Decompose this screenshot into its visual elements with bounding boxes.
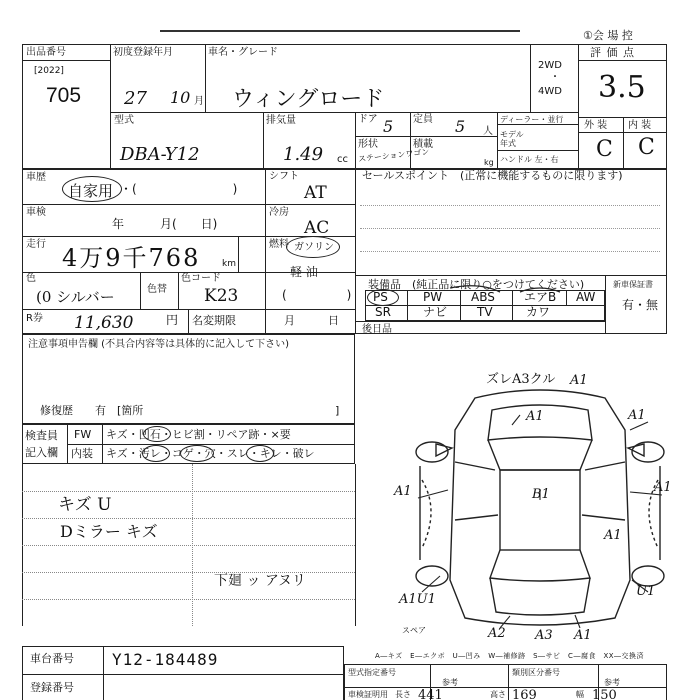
interior-grade-handwritten: C [638, 135, 655, 160]
shape-handwritten: ステーションワゴン [357, 147, 430, 164]
length-handwritten: 441 [418, 688, 443, 700]
sales-line [360, 205, 660, 206]
diagram-mark: A1 [654, 480, 672, 495]
ownership-label: 車歴 [26, 172, 46, 183]
height-label: 高さ [490, 690, 506, 699]
chassis-handwritten: Y12-184489 [112, 650, 219, 669]
sales-line [360, 251, 660, 252]
repair-label: 修復歴 有 [箇所 [40, 404, 144, 417]
divider [355, 275, 667, 276]
venue-mark: ①会 場 控 [583, 29, 633, 42]
fuel-gasoline-circle [286, 236, 340, 258]
ownership-handwritten: 自家用 [68, 182, 114, 200]
doors-handwritten: 5 [383, 117, 394, 136]
width-handwritten: 150 [592, 688, 617, 700]
warranty-label: 新車保証書 [613, 280, 653, 289]
doors-label: ドア [358, 114, 378, 125]
mileage-handwritten: 4万9千768 [62, 244, 201, 272]
recycle-handwritten: 11,630 [74, 313, 134, 333]
shift-handwritten: AT [304, 183, 327, 203]
divider [103, 646, 104, 700]
shaken-label: 車検 [26, 207, 46, 218]
divider [623, 117, 624, 169]
seats-label: 定員 [413, 114, 433, 125]
int-circle-3 [246, 445, 274, 462]
diagram-mark: A1 [628, 408, 646, 423]
fuel-diesel: 軽 油 [290, 265, 318, 279]
repair-close: ] [335, 404, 340, 417]
reg-month-handwritten: 10 [170, 88, 191, 107]
diagram-mark: A1 [526, 409, 544, 424]
year-code: [2022] [34, 66, 64, 76]
equip-airbag: エアB [524, 290, 557, 304]
divider [22, 204, 355, 205]
drive-dot: ・ [550, 72, 560, 83]
interior-items-label: 内装 [71, 447, 93, 460]
int-circle-2 [180, 445, 214, 462]
model-year-label: モデル 年式 [500, 130, 524, 148]
drive-2wd: 2WD [538, 60, 562, 71]
divider [238, 236, 239, 272]
car-diagram [400, 370, 690, 645]
divider [578, 60, 667, 61]
inspector-note-2: Dミラー キズ [60, 522, 158, 541]
ref-1: 参考 [442, 678, 458, 687]
diagram-mark: A3 [535, 628, 553, 643]
divider [355, 136, 497, 137]
seats-handwritten: 5 [455, 117, 466, 136]
fuel-gasoline: ガソリン [294, 242, 334, 253]
equip-ps: PS [373, 290, 388, 304]
first-reg-label: 初度登録年月 [113, 47, 173, 58]
fw-label: FW [74, 428, 92, 441]
divider [110, 44, 111, 169]
divider [344, 687, 667, 688]
seats-unit: 人 [483, 126, 493, 137]
km-unit: km [222, 259, 236, 269]
sales-point-label: セールスポイント (正常に機能するものに限ります) [362, 169, 623, 182]
recycle-unit: 円 [166, 313, 179, 327]
equip-aw: AW [576, 290, 596, 304]
divider [355, 321, 605, 322]
interior-label: 内 装 [628, 120, 652, 131]
divider [605, 275, 606, 334]
later-items-label: 後日品 [362, 324, 392, 335]
divider [140, 272, 141, 309]
name-change-label: 名変期限 [192, 314, 236, 327]
grade-label: 評 価 点 [590, 46, 635, 59]
equip-pw: PW [423, 290, 443, 304]
equip-ps-circle [367, 289, 399, 306]
ac-handwritten: AC [304, 218, 330, 238]
ref-2: 参考 [604, 678, 620, 687]
class-no-label: 類別区分番号 [512, 668, 560, 677]
inspector-label-2: 記入欄 [25, 446, 58, 459]
color-code-label: 色コード [181, 273, 221, 284]
note-line [22, 545, 355, 546]
capacity-label: 積載 [413, 139, 433, 150]
diagram-mark: A2 [488, 626, 506, 641]
equip-tv: TV [477, 305, 493, 319]
shape-label: 形状 [358, 139, 378, 150]
divider [497, 112, 498, 169]
ownership-form: ・( ) [120, 182, 238, 196]
fuel-label: 燃料 [269, 239, 289, 250]
int-circle-1 [142, 445, 170, 462]
mileage-label: 走行 [26, 239, 46, 250]
exterior-label: 外 装 [584, 120, 608, 131]
cc-unit: cc [337, 154, 348, 165]
inspector-label-1: 検査員 [25, 429, 58, 442]
recycle-label: R券 [26, 313, 43, 324]
divider [508, 664, 509, 700]
name-change-form: 月 日 [284, 314, 339, 327]
type-label: 型式 [114, 115, 134, 126]
divider [355, 169, 356, 334]
color-handwritten: (0 シルバー [36, 288, 115, 306]
divider [578, 44, 579, 169]
dealer-label: ディーラー・並行 [500, 115, 564, 124]
divider [497, 150, 578, 151]
diagram-mark: A1 [394, 484, 412, 499]
color-code-handwritten: K23 [204, 286, 239, 306]
lot-label: 出品番号 [26, 47, 66, 58]
diagram-mark: A1U1 [399, 592, 436, 607]
spare-label: スペア [402, 626, 426, 635]
handle-label: ハンドル 左・右 [500, 155, 559, 164]
diagram-mark: A1 [604, 528, 622, 543]
length-label: 長さ [395, 690, 411, 699]
cert-label: 車検証明用 [348, 690, 388, 699]
divider [355, 464, 356, 626]
shift-label: シフト [269, 171, 299, 182]
diagram-top-note: ズレA3クル [486, 372, 556, 387]
equip-abs: ABS [471, 290, 495, 304]
equip-leather: カワ [526, 305, 551, 319]
drive-4wd: 4WD [538, 86, 562, 97]
kg-unit: kg [484, 158, 494, 167]
height-handwritten: 169 [512, 688, 537, 700]
color-label: 色 [26, 273, 36, 284]
divider [410, 112, 411, 169]
month-unit: 月 [194, 96, 204, 107]
divider [355, 112, 356, 169]
shaken-form: 年 月( 日) [112, 217, 218, 231]
fw-items: キズ・凹石・ヒビ割・リペア跡・×要 [106, 428, 291, 441]
divider [407, 290, 408, 321]
equip-sr: SR [375, 305, 391, 319]
notes-label: 注意事項申告欄 (不具合内容等は具体的に記入して下さい) [28, 339, 289, 350]
fuel-paren: ( ) [282, 288, 352, 302]
divider [263, 112, 264, 169]
repaint-label: 色替 [147, 284, 167, 295]
top-border-line [160, 30, 520, 32]
registration-label: 登録番号 [30, 681, 74, 694]
fw-circle [143, 426, 171, 442]
note-line [22, 599, 355, 600]
divider [67, 444, 355, 445]
divider [22, 60, 110, 61]
ac-label: 冷房 [269, 207, 289, 218]
legend-text: A―キズ E―エクボ U―凹み W―補修跡 S―サビ C―腐食 XX―交換済 [375, 652, 645, 660]
inspector-note-3: 下廻 ッ アヌリ [214, 573, 306, 589]
diagram-mark: U1 [636, 584, 656, 599]
width-label: 幅 [576, 690, 584, 699]
displacement-label: 排気量 [266, 115, 296, 126]
type-no-label: 型式指定番号 [348, 668, 396, 677]
divider [188, 309, 189, 334]
model-label: 車名・グレード [208, 47, 278, 58]
ownership-circle [62, 176, 122, 202]
equip-navi: ナビ [423, 305, 448, 319]
reg-year-handwritten: 27 [124, 88, 147, 109]
chassis-label: 車台番号 [30, 652, 74, 665]
equipment-strokes [420, 280, 570, 310]
divider [205, 44, 206, 112]
warranty-value: 有・無 [622, 298, 659, 312]
divider [530, 44, 531, 112]
inspector-note-1: キズ U [58, 495, 112, 515]
displacement-handwritten: 1.49 [283, 144, 324, 165]
model-handwritten: ウィングロード [232, 87, 385, 112]
interior-items: キズ・汚レ・コゲ・穴・スレ・キレ・破レ [106, 447, 315, 460]
type-handwritten: DBA-Y12 [120, 144, 200, 165]
grade-score-handwritten: 3.5 [598, 70, 646, 105]
exterior-grade-handwritten: C [596, 137, 613, 162]
diagram-mark: A1 [570, 373, 588, 388]
divider [497, 124, 578, 125]
lot-number: 705 [46, 84, 82, 107]
equipment-label: 装備品 (純正品に限り○をつけてください) [368, 278, 585, 291]
divider [22, 674, 344, 675]
sales-line [360, 228, 660, 229]
divider [178, 272, 179, 309]
diagram-mark: A1 [574, 628, 592, 643]
diagram-mark: B1 [532, 487, 550, 502]
